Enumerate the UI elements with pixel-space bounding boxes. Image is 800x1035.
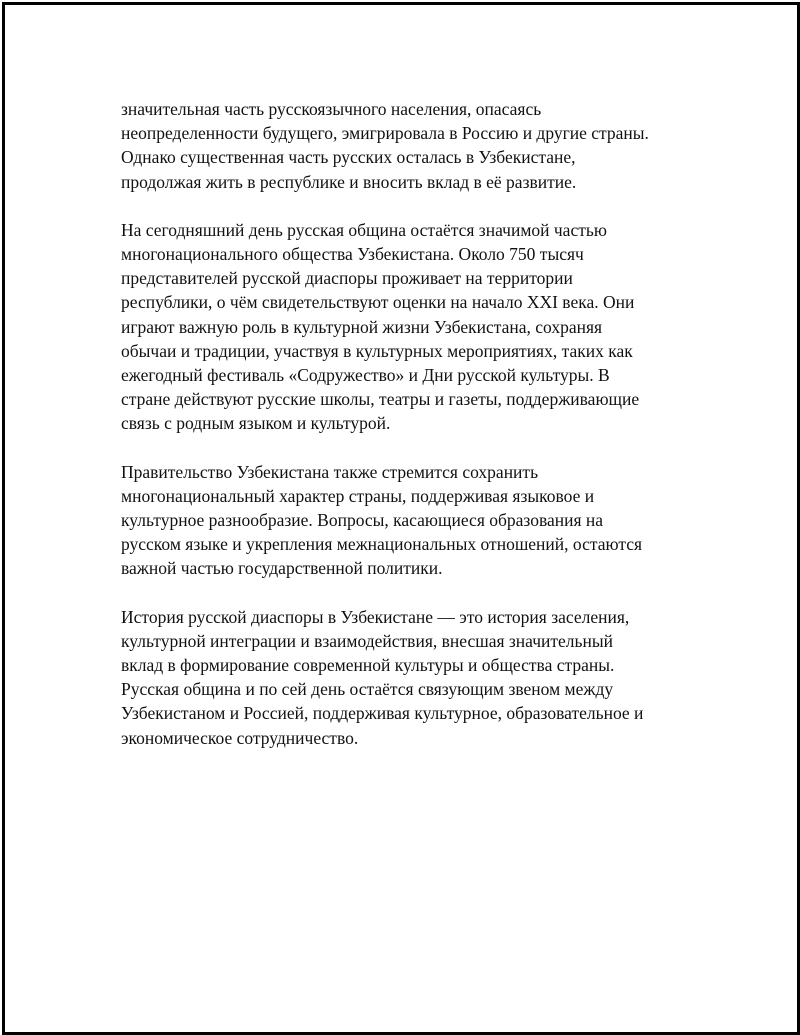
text-line: продолжая жить в республике и вносить вклад в её развитие.: [121, 171, 577, 192]
text-line: многонационального общества Узбекистана. Около 750 тысяч: [121, 244, 584, 265]
text-line: На сегодняшний день русская община остаётся значимой частью: [121, 219, 607, 240]
text-line: многонациональный характер страны, поддерживая языковое и: [121, 485, 595, 506]
text-line: культурной интеграции и взаимодействия, внесшая значительный: [121, 630, 614, 651]
text-line: экономическое сотрудничество.: [121, 727, 359, 748]
text-line: История русской диаспоры в Узбекистане — это история заселения,: [121, 606, 630, 627]
text-line: значительная часть русскоязычного населения, опасаясь: [121, 99, 542, 119]
text-line: играют важную роль в культурной жизни Узбекистана, сохраняя: [121, 316, 603, 337]
text-line: обычаи и традиции, участвуя в культурных мероприятиях, таких как: [121, 340, 633, 361]
text-line: неопределенности будущего, эмигрировала в Россию и другие страны.: [121, 123, 649, 144]
paragraph-1: [121, 97, 701, 194]
page-content: [121, 97, 701, 774]
text-line: стране действуют русские школы, театры и газеты, поддерживающие: [121, 389, 640, 410]
paragraph-4: [121, 605, 701, 750]
paragraph-2: [121, 218, 701, 436]
text-line: культурное разнообразие. Вопросы, касающиеся образования на: [121, 510, 604, 531]
text-line: Русская община и по сей день остаётся связующим звеном между: [121, 679, 614, 700]
text-line: русском языке и укрепления межнациональных отношений, остаются: [121, 534, 643, 555]
text-line: представителей русской диаспоры проживает на территории: [121, 268, 573, 289]
text-line: Правительство Узбекистана также стремится сохранить: [121, 461, 539, 482]
text-line: Однако существенная часть русских осталась в Узбекистане,: [121, 147, 576, 168]
text-line: республики, о чём свидетельствуют оценки на начало XXI века. Они: [121, 292, 635, 313]
text-line: вклад в формирование современной культуры и общества страны.: [121, 655, 615, 676]
text-line: важной частью государственной политики.: [121, 558, 443, 579]
text-line: Узбекистаном и Россией, поддерживая культурное, образовательное и: [121, 703, 644, 724]
text-line: ежегодный фестиваль «Содружество» и Дни русской культуры. В: [121, 365, 610, 386]
page-frame: [2, 2, 800, 1035]
paragraph-3: [121, 460, 701, 581]
text-line: связь с родным языком и культурой.: [121, 413, 391, 434]
